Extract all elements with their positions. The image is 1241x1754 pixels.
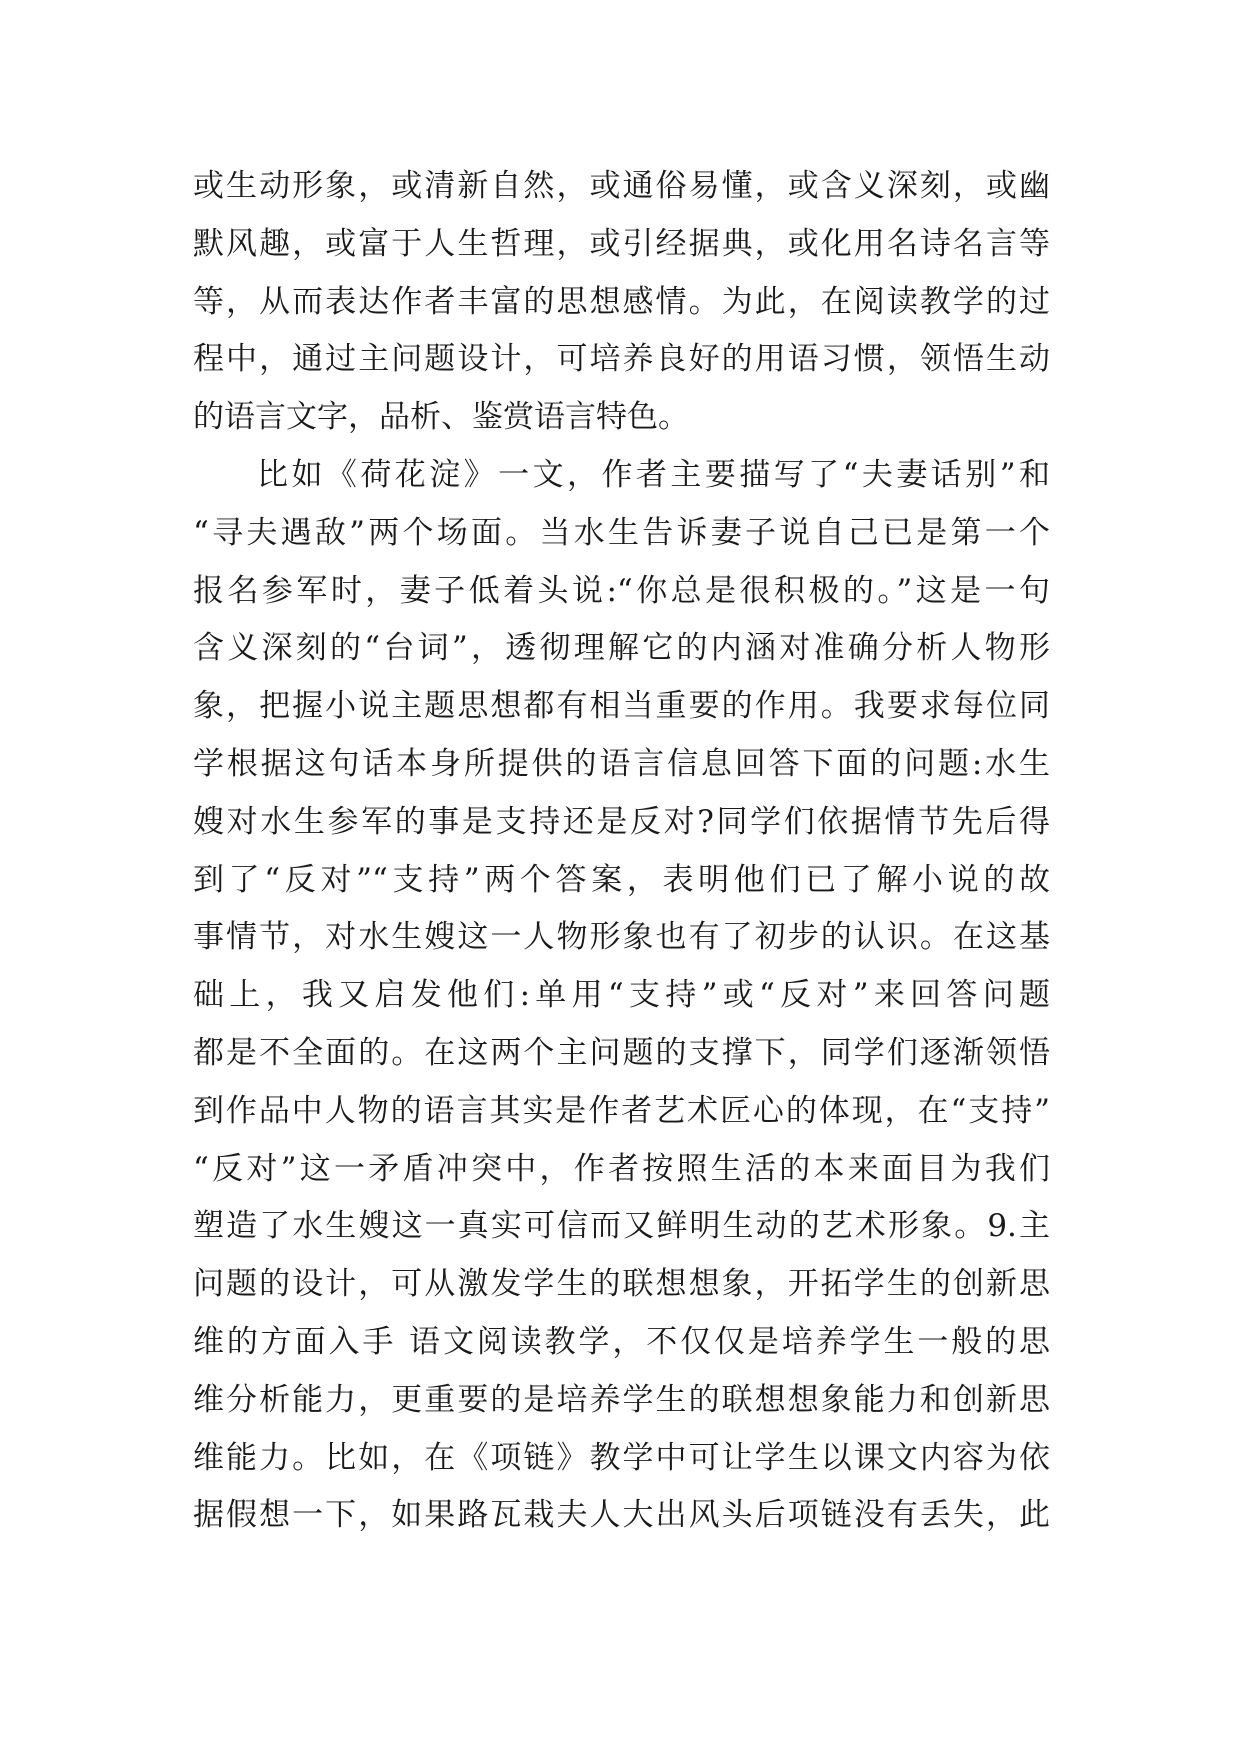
text-line: 础上，我又启发他们:单用“支持”或“反对”来回答问题 (193, 977, 1050, 1014)
text-line: “反对”这一矛盾冲突中，作者按照生活的本来面目为我们 (193, 1150, 1050, 1187)
text-line: 据假想一下，如果路瓦栽夫人大出风头后项链没有丢失，此 (193, 1497, 1050, 1534)
text-line: “寻夫遇敌”两个场面。当水生告诉妻子说自己已是第一个 (193, 514, 1050, 551)
text-line: 塑造了水生嫂这一真实可信而又鲜明生动的艺术形象。9.主 (193, 1208, 1050, 1245)
text-line: 等，从而表达作者丰富的思想感情。为此，在阅读教学的过 (193, 283, 1050, 320)
text-line: 都是不全面的。在这两个主问题的支撑下，同学们逐渐领悟 (193, 1034, 1050, 1071)
text-line: 程中，通过主问题设计，可培养良好的用语习惯，领悟生动 (193, 341, 1050, 378)
text-line: 到作品中人物的语言其实是作者艺术匠心的体现，在“支持” (193, 1092, 1050, 1129)
text-line: 或生动形象，或清新自然，或通俗易懂，或含义深刻，或幽 (193, 168, 1050, 204)
text-line: 学根据这句话本身所提供的语言信息回答下面的问题:水生 (193, 745, 1050, 782)
text-line: 报名参军时，妻子低着头说:“你总是很积极的。”这是一句 (193, 572, 1050, 609)
text-line: 象，把握小说主题思想都有相当重要的作用。我要求每位同 (193, 688, 1050, 725)
text-line: 的语言文字，品析、鉴赏语言特色。 (193, 399, 689, 436)
text-line: 维分析能力，更重要的是培养学生的联想想象能力和创新思 (193, 1381, 1050, 1418)
text-line: 到了“反对”“支持”两个答案，表明他们已了解小说的故 (193, 861, 1050, 898)
text-line: 维能力。比如，在《项链》教学中可让学生以课文内容为依 (193, 1439, 1050, 1476)
text-line: 比如《荷花淀》一文，作者主要描写了“夫妻话别”和 (257, 456, 1050, 493)
text-line: 嫂对水生参军的事是支持还是反对?同学们依据情节先后得 (193, 803, 1050, 840)
text-line: 维的方面入手 语文阅读教学，不仅仅是培养学生一般的思 (193, 1323, 1050, 1360)
text-line: 问题的设计，可从激发学生的联想想象，开拓学生的创新思 (193, 1266, 1050, 1303)
text-line: 事情节，对水生嫂这一人物形象也有了初步的认识。在这基 (193, 919, 1050, 956)
body-text (193, 158, 1050, 1545)
text-line: 默风趣，或富于人生哲理，或引经据典，或化用名诗名言等 (193, 225, 1050, 262)
text-line: 含义深刻的“台词”，透彻理解它的内涵对准确分析人物形 (193, 630, 1050, 667)
